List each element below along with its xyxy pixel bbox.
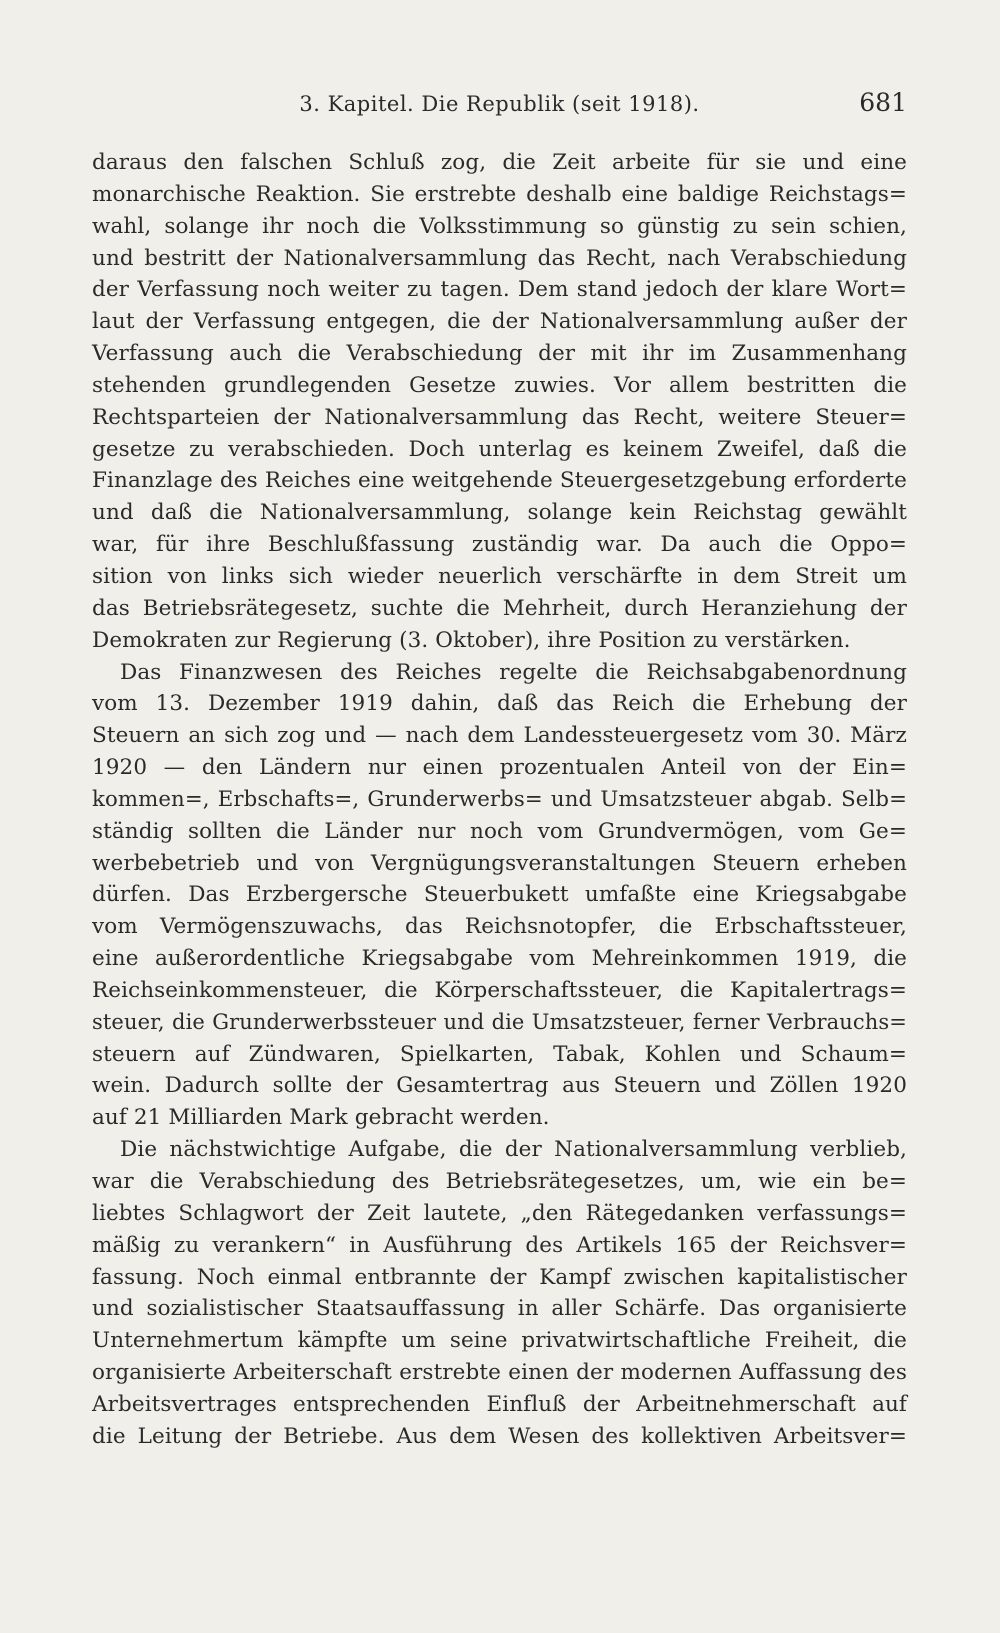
chapter-title: 3. Kapitel. Die Republik (seit 1918). xyxy=(299,92,700,116)
text-line: daraus den falschen Schluß zog, die Zeit arbeite für sie und eine xyxy=(92,150,907,175)
text-line: liebtes Schlagwort der Zeit lautete, „den Rätegedanken verfassungs= xyxy=(92,1200,907,1226)
running-head xyxy=(92,88,907,118)
text-line: vom 13. Dezember 1919 dahin, daß das Reich die Erhebung der xyxy=(92,691,907,717)
text-line: Rechtsparteien der Nationalversammlung das Recht, weitere Steuer= xyxy=(92,404,907,430)
text-line: und sozialistischer Staatsauffassung in aller Schärfe. Das organisierte xyxy=(92,1296,907,1322)
text-line: und bestritt der Nationalversammlung das Recht, nach Verabschiedung xyxy=(92,245,907,271)
text-line: und daß die Nationalversammlung, solange kein Reichstag gewählt xyxy=(92,500,907,526)
page-number: 681 xyxy=(859,88,907,117)
text-line: Verfassung auch die Verabschiedung der mit ihr im Zusammenhang xyxy=(92,341,907,367)
text-line: organisierte Arbeiterschaft erstrebte einen der modernen Auffassung des xyxy=(92,1360,907,1386)
text-line: steuer, die Grunderwerbssteuer und die Umsatzsteuer, ferner Verbrauchs= xyxy=(92,1009,907,1034)
text-line: Demokraten zur Regierung (3. Oktober), ihre Position zu verstärken. xyxy=(92,627,851,653)
text-line: auf 21 Milliarden Mark gebracht werden. xyxy=(92,1105,550,1131)
text-line: war die Verabschiedung des Betriebsrätegesetzes, um, wie ein be= xyxy=(92,1169,907,1194)
text-line: monarchische Reaktion. Sie erstrebte deshalb eine baldige Reichstags= xyxy=(92,181,907,207)
text-line: laut der Verfassung entgegen, die der Nationalversammlung außer der xyxy=(92,309,907,335)
body-text xyxy=(92,147,907,1453)
text-line: stehenden grundlegenden Gesetze zuwies. Vor allem bestritten die xyxy=(92,372,907,398)
text-line: dürfen. Das Erzbergersche Steuerbukett umfaßte eine Kriegsabgabe xyxy=(92,882,907,908)
text-line: wein. Dadurch sollte der Gesamtertrag aus Steuern und Zöllen 1920 xyxy=(92,1073,907,1099)
text-line: gesetze zu verabschieden. Doch unterlag es keinem Zweifel, daß die xyxy=(92,436,907,462)
text-line: wahl, solange ihr noch die Volksstimmung so günstig zu sein schien, xyxy=(92,213,907,239)
text-line: Das Finanzwesen des Reiches regelte die Reichsabgabenordnung xyxy=(120,659,907,685)
text-line: Die nächstwichtige Aufgabe, die der Nationalversammlung verblieb, xyxy=(120,1137,907,1163)
text-line: die Leitung der Betriebe. Aus dem Wesen des kollektiven Arbeitsver= xyxy=(92,1423,907,1449)
text-line: das Betriebsrätegesetz, suchte die Mehrheit, durch Heranziehung der xyxy=(92,595,907,621)
text-line: mäßig zu verankern“ in Ausführung des Artikels 165 der Reichsver= xyxy=(92,1232,907,1258)
text-line: steuern auf Zündwaren, Spielkarten, Tabak, Kohlen und Schaum= xyxy=(92,1041,907,1067)
text-line: der Verfassung noch weiter zu tagen. Dem stand jedoch der klare Wort= xyxy=(92,277,907,303)
text-line: Finanzlage des Reiches eine weitgehende Steuergesetzgebung erforderte xyxy=(92,468,907,494)
text-line: werbebetrieb und von Vergnügungsveranstaltungen Steuern erheben xyxy=(92,850,907,876)
text-line: vom Vermögenszuwachs, das Reichsnotopfer, die Erbschaftssteuer, xyxy=(92,914,907,940)
text-line: 1920 — den Ländern nur einen prozentualen Anteil von der Ein= xyxy=(92,755,907,781)
text-line: eine außerordentliche Kriegsabgabe vom Mehreinkommen 1919, die xyxy=(92,946,907,972)
text-line: Unternehmertum kämpfte um seine privatwirtschaftliche Freiheit, die xyxy=(92,1328,907,1354)
text-line: fassung. Noch einmal entbrannte der Kampf zwischen kapitalistischer xyxy=(92,1264,907,1290)
text-line: Arbeitsvertrages entsprechenden Einfluß der Arbeitnehmerschaft auf xyxy=(92,1391,907,1417)
text-line: Steuern an sich zog und — nach dem Landessteuergesetz vom 30. März xyxy=(92,723,907,749)
text-line: sition von links sich wieder neuerlich verschärfte in dem Streit um xyxy=(92,563,907,589)
text-line: ständig sollten die Länder nur noch vom Grundvermögen, vom Ge= xyxy=(92,818,907,844)
text-line: Reichseinkommensteuer, die Körperschaftssteuer, die Kapitalertrags= xyxy=(92,977,907,1003)
text-line: war, für ihre Beschlußfassung zuständig war. Da auch die Oppo= xyxy=(92,532,907,558)
text-line: kommen=, Erbschafts=, Grunderwerbs= und Umsatzsteuer abgab. Selb= xyxy=(92,786,907,812)
